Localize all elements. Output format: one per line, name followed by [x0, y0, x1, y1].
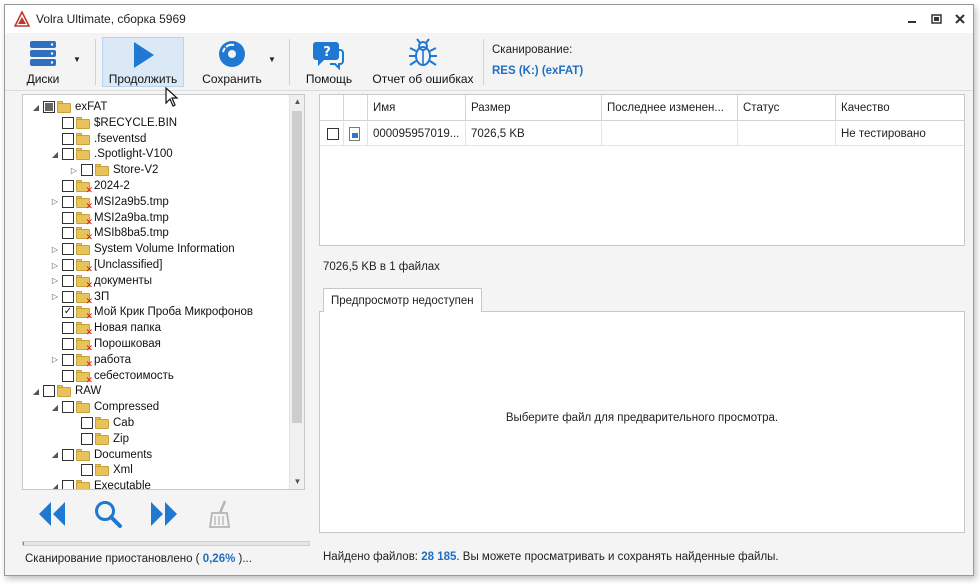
row-icon-cell	[344, 122, 368, 146]
folder-icon	[95, 164, 109, 176]
file-list-header	[320, 95, 964, 121]
tree-item[interactable]	[50, 368, 174, 384]
collapse-arrow-icon[interactable]: ◢	[51, 402, 59, 412]
tree-item-label: Documents	[94, 448, 153, 461]
tree-item[interactable]	[50, 241, 235, 257]
continue-label: Продолжить	[108, 72, 178, 86]
tree-item-label: 2024-2	[94, 180, 130, 192]
tree-item-checkbox[interactable]	[81, 164, 93, 176]
clear-button[interactable]	[203, 498, 237, 530]
expand-arrow-icon[interactable]: ▷	[51, 355, 59, 365]
deleted-folder-icon: ✕	[76, 338, 90, 350]
folder-icon	[76, 480, 90, 490]
folder-icon	[76, 243, 90, 255]
deleted-folder-icon: ✕	[76, 259, 90, 271]
next-button[interactable]	[147, 498, 181, 530]
tree-item[interactable]	[50, 289, 109, 305]
tree-item-checkbox[interactable]	[62, 180, 74, 192]
folder-tree[interactable]	[22, 94, 305, 490]
disks-icon	[27, 38, 59, 70]
tree-item[interactable]	[69, 462, 133, 478]
help-label: Помощь	[305, 72, 353, 86]
tree-item[interactable]	[50, 336, 161, 352]
save-dropdown-arrow-icon[interactable]: ▼	[268, 55, 276, 64]
continue-button[interactable]	[102, 37, 184, 87]
tree-item-checkbox[interactable]	[62, 370, 74, 382]
mouse-cursor-icon	[165, 87, 179, 107]
deleted-folder-icon: ✕	[76, 275, 90, 287]
window-title: Volra Ultimate, сборка 5969	[36, 12, 186, 26]
column-quality[interactable]: Качество	[841, 102, 890, 114]
folder-icon	[76, 133, 90, 145]
play-icon	[129, 40, 157, 70]
scroll-down-icon[interactable]: ▼	[293, 477, 302, 486]
deleted-folder-icon: ✕	[76, 196, 90, 208]
tree-item-label: MSI2a9b5.tmp	[94, 195, 169, 208]
file-icon	[349, 127, 360, 141]
preview-message: Выберите файл для предварительного просмотра.	[505, 412, 779, 424]
deleted-folder-icon: ✕	[76, 227, 90, 239]
tree-item-label: Cab	[113, 417, 135, 429]
minimize-icon	[907, 14, 917, 24]
tree-item-label: Compressed	[94, 401, 160, 414]
expand-arrow-icon[interactable]: ▷	[51, 197, 59, 207]
expand-arrow-icon[interactable]: ▷	[70, 165, 78, 175]
search-icon	[93, 499, 123, 529]
tree-item[interactable]	[50, 115, 177, 131]
tree-item-label: MSIb8ba5.tmp	[94, 227, 169, 240]
tree-item-checkbox[interactable]	[81, 464, 93, 476]
folder-icon	[76, 148, 90, 160]
row-checkbox[interactable]	[327, 128, 339, 140]
collapse-arrow-icon[interactable]: ◢	[32, 102, 40, 112]
tree-item-checkbox[interactable]	[62, 196, 74, 208]
collapse-arrow-icon[interactable]: ◢	[51, 450, 59, 460]
tree-item-label: [Unclassified]	[94, 259, 163, 271]
tree-item-label: MSI2a9ba.tmp	[94, 211, 169, 224]
toolbar	[5, 33, 973, 91]
tree-item[interactable]	[50, 273, 152, 289]
bug-icon	[407, 38, 439, 70]
files-summary: 7026,5 KB в 1 файлах	[323, 261, 440, 273]
deleted-folder-icon: ✕	[76, 291, 90, 303]
tree-item-checkbox[interactable]: ✓	[63, 306, 73, 318]
tree-item-label: .Spotlight-V100	[94, 148, 173, 161]
preview-panel	[319, 284, 965, 534]
svg-text:?: ?	[323, 45, 331, 60]
found-files-status	[323, 551, 779, 563]
tree-item[interactable]	[50, 304, 253, 320]
tree-item[interactable]	[69, 431, 129, 447]
table-row[interactable]	[320, 122, 964, 146]
tree-item-label: System Volume Information	[94, 243, 235, 256]
tree-item[interactable]	[50, 146, 173, 162]
column-name[interactable]: Имя	[368, 95, 466, 121]
toolbar-separator	[95, 39, 96, 85]
tree-item-label: документы	[94, 274, 153, 287]
tree-item[interactable]	[69, 162, 158, 178]
tree-item-checkbox[interactable]	[43, 385, 55, 397]
tree-item[interactable]	[50, 131, 146, 147]
tree-item[interactable]	[50, 225, 169, 241]
error-report-button[interactable]	[370, 37, 476, 87]
tree-item-checkbox[interactable]	[62, 227, 74, 239]
close-button[interactable]	[951, 11, 969, 27]
preview-area	[319, 311, 965, 533]
maximize-button[interactable]	[927, 11, 945, 27]
tree-item-checkbox[interactable]	[43, 101, 55, 113]
folder-icon	[95, 464, 109, 476]
found-files-count: 28 185	[421, 551, 457, 563]
tree-item-label: Порошковая	[94, 338, 161, 350]
cell-quality: Не тестировано	[841, 128, 926, 140]
deleted-folder-icon: ✕	[76, 322, 90, 334]
scan-label: Сканирование:	[492, 44, 573, 56]
double-right-arrow-icon	[149, 500, 179, 528]
expand-arrow-icon[interactable]: ▷	[51, 276, 59, 286]
deleted-folder-icon: ✕	[76, 306, 90, 318]
tree-item-checkbox[interactable]	[62, 275, 74, 287]
tree-item-label: Xml	[113, 464, 133, 477]
tree-item-checkbox[interactable]	[62, 148, 74, 160]
tree-item[interactable]	[31, 383, 101, 399]
tree-item[interactable]	[50, 447, 152, 463]
toolbar-separator	[483, 39, 484, 85]
tree-nav-buttons	[35, 498, 275, 532]
tree-item[interactable]	[31, 99, 107, 115]
app-logo-icon	[14, 11, 30, 27]
tree-item-checkbox[interactable]	[81, 417, 93, 429]
save-disc-icon	[216, 38, 248, 70]
expand-arrow-icon[interactable]: ▷	[51, 260, 59, 270]
folder-icon	[76, 401, 90, 413]
folder-icon	[57, 385, 71, 397]
expand-arrow-icon[interactable]: ▷	[51, 244, 59, 254]
deleted-folder-icon: ✕	[76, 180, 90, 192]
close-icon	[955, 14, 965, 24]
broom-icon	[207, 499, 233, 529]
tree-item[interactable]	[50, 210, 169, 226]
tree-item-label: работа	[94, 353, 132, 366]
minimize-button[interactable]	[903, 11, 921, 27]
header-icon-column	[344, 95, 368, 121]
tree-item-checkbox[interactable]	[62, 338, 74, 350]
disks-button[interactable]	[15, 37, 71, 87]
scan-status-prefix: Сканирование приостановлено (	[25, 553, 200, 565]
app-window	[4, 4, 974, 576]
tree-item-checkbox[interactable]	[62, 449, 74, 461]
save-label: Сохранить	[202, 72, 262, 86]
tree-item-checkbox[interactable]	[62, 291, 74, 303]
collapse-arrow-icon[interactable]: ◢	[32, 386, 40, 396]
error-report-label: Отчет об ошибках	[372, 72, 474, 86]
found-files-prefix: Найдено файлов:	[323, 551, 418, 563]
tree-item-label: Мой Крик Проба Микрофонов	[94, 306, 253, 319]
folder-icon	[95, 417, 109, 429]
deleted-folder-icon: ✕	[76, 370, 90, 382]
tree-item-checkbox[interactable]	[62, 480, 74, 490]
search-button[interactable]	[91, 498, 125, 530]
scrollbar-thumb[interactable]	[292, 111, 302, 423]
window-controls	[903, 11, 969, 27]
tree-item-checkbox[interactable]	[62, 354, 74, 366]
tree-item-checkbox[interactable]	[62, 322, 74, 334]
save-button[interactable]	[199, 37, 265, 87]
cell-status	[738, 122, 836, 146]
column-status[interactable]: Статус	[738, 95, 836, 121]
scan-status-suffix: )...	[238, 553, 252, 565]
tree-item[interactable]	[50, 257, 162, 273]
tree-item-checkbox[interactable]	[62, 212, 74, 224]
tree-item-label: ЗП	[94, 290, 110, 303]
tree-item[interactable]	[50, 352, 131, 368]
tree-item[interactable]	[50, 320, 161, 336]
tree-item[interactable]	[69, 415, 134, 431]
disks-dropdown-arrow-icon[interactable]: ▼	[73, 55, 81, 64]
tree-item-label: .fseventsd	[94, 132, 147, 145]
maximize-icon	[931, 14, 942, 24]
cell-modified	[602, 122, 738, 146]
tree-item-label: Executable	[94, 480, 151, 490]
previous-button[interactable]	[35, 498, 69, 530]
disks-label: Диски	[26, 72, 60, 86]
expand-arrow-icon[interactable]: ▷	[51, 292, 59, 302]
scan-percent: 0,26%	[202, 553, 236, 565]
tree-item-label: себестоимость	[94, 369, 174, 382]
double-left-arrow-icon	[37, 500, 67, 528]
cell-size: 7026,5 KB	[466, 122, 602, 146]
scan-target: RES (K:) (exFAT)	[492, 65, 584, 77]
scan-info	[492, 44, 583, 77]
tree-item-label: Новая папка	[94, 322, 162, 335]
tree-item[interactable]	[50, 399, 159, 415]
deleted-folder-icon: ✕	[76, 212, 90, 224]
tree-item-checkbox[interactable]	[62, 133, 74, 145]
found-files-suffix: . Вы можете просматривать и сохранять найденные файлы.	[456, 551, 779, 563]
scan-progress-bar	[22, 541, 310, 546]
folder-icon	[57, 101, 71, 113]
folder-icon	[76, 449, 90, 461]
file-list[interactable]	[319, 94, 965, 246]
help-icon	[312, 38, 346, 70]
collapse-arrow-icon[interactable]: ◢	[51, 149, 59, 159]
deleted-folder-icon: ✕	[76, 354, 90, 366]
collapse-arrow-icon[interactable]: ◢	[51, 481, 59, 490]
column-size[interactable]: Размер	[466, 95, 602, 121]
tree-item-checkbox[interactable]	[81, 433, 93, 445]
tree-item-checkbox[interactable]	[62, 401, 74, 413]
scan-progress-fill	[23, 542, 24, 545]
folder-icon	[95, 433, 109, 445]
tree-item-label: $RECYCLE.BIN	[94, 116, 178, 129]
folder-icon	[76, 117, 90, 129]
help-button[interactable]	[301, 37, 357, 87]
scan-status	[25, 553, 252, 565]
header-check-column	[320, 95, 344, 121]
title-bar	[5, 5, 973, 33]
tree-item-label: RAW	[75, 385, 102, 398]
tree-item-checkbox[interactable]	[62, 117, 74, 129]
cell-name: 000095957019...	[368, 122, 466, 146]
tree-item-label: exFAT	[75, 101, 108, 113]
column-modified[interactable]: Последнее изменен...	[602, 95, 738, 121]
tree-item-checkbox[interactable]	[62, 259, 74, 271]
tree-scrollbar[interactable]	[289, 95, 304, 489]
toolbar-separator	[289, 39, 290, 85]
scroll-up-icon[interactable]: ▲	[293, 97, 302, 106]
tree-item-label: Zip	[113, 432, 129, 445]
tree-item[interactable]	[50, 194, 169, 210]
tree-item[interactable]	[50, 178, 130, 194]
tree-item[interactable]	[50, 478, 151, 490]
preview-tab[interactable]: Предпросмотр недоступен	[323, 288, 482, 312]
tree-item-label: Store-V2	[113, 164, 159, 177]
tree-item-checkbox[interactable]	[62, 243, 74, 255]
row-checkbox-cell	[320, 122, 344, 146]
